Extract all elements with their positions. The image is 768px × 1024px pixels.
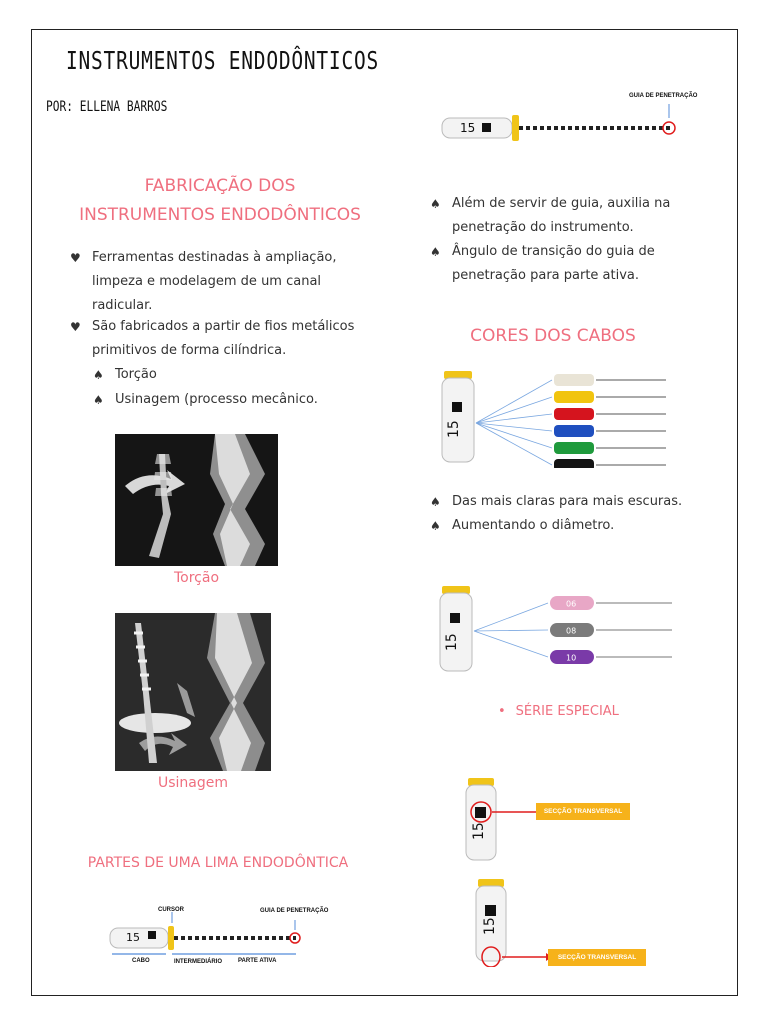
handle-number: 15 <box>482 917 498 935</box>
cross-section-tag: SECÇÃO TRANSVERSAL <box>548 949 646 966</box>
cross-section-tag: SECÇÃO TRANSVERSAL <box>536 803 630 820</box>
connector-line <box>474 630 548 631</box>
cross-section-diagram-1 <box>462 776 642 862</box>
handle-number: 15 <box>444 633 460 651</box>
colors-bullet-text: Das mais claras para mais escuras. <box>452 494 683 509</box>
sub-bullet-item <box>93 388 353 412</box>
machining-caption: Usinagem <box>157 775 229 791</box>
guide-label: GUIA DE PENETRAÇÃO <box>260 908 329 914</box>
intermediario-label: INTERMEDIÁRIO <box>174 959 222 965</box>
cross-section-diagram-2 <box>474 877 654 967</box>
handle-number: 15 <box>126 931 140 944</box>
spade-icon: ♠ <box>93 393 104 407</box>
sub-bullet-text: Usinagem (processo mecânico. <box>115 392 318 407</box>
spade-icon: ♠ <box>93 368 104 382</box>
bullet-text: Ferramentas destinadas à ampliação, limpeza e modelagem de um canal radicular. <box>92 250 337 313</box>
fabrication-heading-line1: FABRICAÇÃO DOS <box>144 176 296 196</box>
parte-ativa-label: PARTE ATIVA <box>238 958 277 964</box>
sub-bullet-text: Torção <box>115 367 157 382</box>
spade-icon: ♠ <box>430 197 441 211</box>
colors-bullet-text: Aumentando o diâmetro. <box>452 518 615 533</box>
connector-line <box>476 380 552 423</box>
torsion-caption: Torção <box>173 570 220 586</box>
guide-bullet <box>430 192 690 240</box>
fabrication-heading <box>60 172 380 230</box>
connector-line <box>474 603 548 631</box>
dot-icon: • <box>498 704 506 719</box>
colors-bullet <box>430 514 690 538</box>
special-handle-label: 08 <box>566 626 577 636</box>
handle-colors-svg <box>436 368 676 468</box>
special-series-text: SÉRIE ESPECIAL <box>515 704 619 719</box>
bullet-item <box>70 315 360 363</box>
parts-heading: PARTES DE UMA LIMA ENDODÔNTICA <box>87 855 349 871</box>
heart-icon: ♥ <box>70 320 81 334</box>
colored-handle <box>554 408 594 420</box>
machining-image <box>115 613 271 771</box>
special-series-label <box>498 704 619 719</box>
colored-handle <box>554 459 594 468</box>
connector-line <box>476 414 552 423</box>
cursor-label: CURSOR <box>158 907 185 913</box>
handle-colors-diagram <box>436 368 676 468</box>
colored-handle <box>554 374 594 386</box>
bullet-text: São fabricados a partir de fios metálicos primitivos de forma cilíndrica. <box>92 319 355 358</box>
torsion-image <box>115 434 278 566</box>
connector-line <box>474 631 548 657</box>
page-title: INSTRUMENTOS ENDODÔNTICOS <box>66 46 380 75</box>
handle-number: 15 <box>446 420 462 438</box>
guide-bullet-text: Além de servir de guia, auxilia na penetração do instrumento. <box>452 196 671 235</box>
special-handle-label: 10 <box>566 653 577 663</box>
machining-illustration <box>115 613 271 771</box>
guide-bullet-text: Ângulo de transição do guia de penetração para parte ativa. <box>452 244 655 283</box>
torsion-illustration <box>115 434 278 566</box>
colors-bullet <box>430 490 690 514</box>
file-parts-diagram <box>108 898 338 968</box>
spade-icon: ♠ <box>430 245 441 259</box>
handle-number: 15 <box>460 121 476 135</box>
connector-line <box>476 397 552 423</box>
sub-bullet-item <box>93 363 353 387</box>
colored-handle <box>554 442 594 454</box>
bullet-item <box>70 246 360 318</box>
spade-icon: ♠ <box>430 495 441 509</box>
guide-diagram <box>440 86 710 144</box>
guide-label: GUIA DE PENETRAÇÃO <box>629 93 698 99</box>
fabrication-heading-line2: INSTRUMENTOS ENDODÔNTICOS <box>79 205 361 225</box>
colors-heading: CORES DOS CABOS <box>470 326 636 346</box>
special-series-diagram <box>436 583 676 673</box>
special-handle-label: 06 <box>566 599 577 609</box>
cabo-label: CABO <box>132 958 150 964</box>
spade-icon: ♠ <box>430 519 441 533</box>
special-series-svg <box>436 583 676 673</box>
author-byline: POR: ELLENA BARROS <box>46 99 168 115</box>
colored-handle <box>554 391 594 403</box>
handle-number: 15 <box>471 822 487 840</box>
colored-handle <box>554 425 594 437</box>
guide-bullet <box>430 240 690 288</box>
heart-icon: ♥ <box>70 251 81 265</box>
